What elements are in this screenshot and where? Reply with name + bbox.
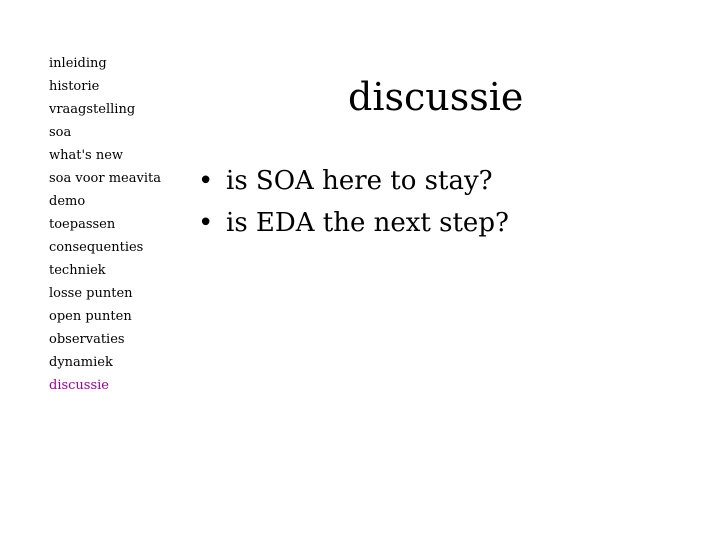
nav-item-discussie[interactable]: discussie: [49, 378, 109, 393]
nav-item-dynamiek[interactable]: dynamiek: [49, 355, 113, 370]
nav-item-techniek[interactable]: techniek: [49, 263, 106, 278]
bullet-item: [198, 202, 509, 244]
bullet-text: is EDA the next step?: [226, 208, 509, 238]
nav-item-whats-new[interactable]: what's new: [49, 148, 124, 163]
bullet-item: [198, 160, 509, 202]
nav-item-soa-voor-meavita[interactable]: soa voor meavita: [49, 171, 161, 186]
nav-item-open-punten[interactable]: open punten: [49, 309, 132, 324]
bullet-text: is SOA here to stay?: [226, 166, 493, 196]
nav-item-soa[interactable]: soa: [49, 125, 72, 140]
nav-item-toepassen[interactable]: toepassen: [49, 217, 116, 232]
nav-item-historie[interactable]: historie: [49, 79, 100, 94]
bullet-marker: •: [198, 208, 214, 238]
slide-navigation: [49, 52, 161, 397]
nav-item-vraagstelling[interactable]: vraagstelling: [49, 102, 136, 117]
nav-item-demo[interactable]: demo: [49, 194, 86, 209]
bullet-marker: •: [198, 166, 214, 196]
nav-item-consequenties[interactable]: consequenties: [49, 240, 144, 255]
nav-item-observaties[interactable]: observaties: [49, 332, 125, 347]
nav-item-losse-punten[interactable]: losse punten: [49, 286, 133, 301]
slide-title: discussie: [348, 75, 524, 119]
bullet-list: [198, 160, 509, 244]
nav-item-inleiding[interactable]: inleiding: [49, 56, 107, 71]
